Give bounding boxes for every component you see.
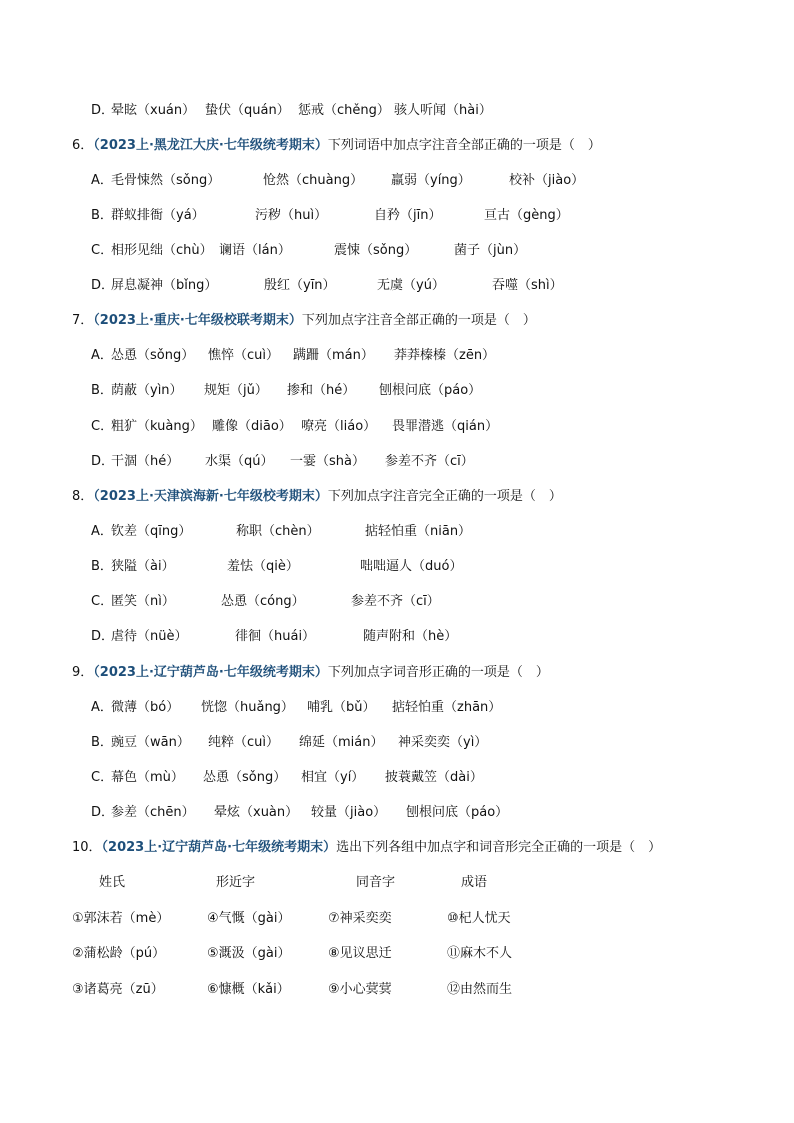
option-label: C． — [91, 594, 114, 609]
column-header: 姓氏 — [99, 875, 126, 890]
question-stem: 选出下列各组中加点字和词音形完全正确的一项是（ ） — [336, 840, 662, 855]
option-item: 神采奕奕（yì） — [398, 735, 488, 750]
option-item: 怂恿（sǒng） — [111, 348, 195, 363]
q10-question — [72, 839, 661, 857]
question-source: （2023上·重庆·七年级校联考期末） — [93, 313, 302, 328]
table-cell: ⑨小心蓂蓂 — [328, 982, 392, 997]
question-stem: 下列加点字注音全部正确的一项是（ ） — [301, 313, 536, 328]
option-item: 掂轻怕重（zhān） — [392, 700, 502, 715]
question-source: （2023上·天津滨海新·七年级校考期末） — [93, 489, 328, 504]
table-cell: ③诸葛亮（zū） — [72, 982, 164, 997]
option-item: 幕色（mù） — [111, 770, 184, 785]
option-item: 相宜（yí） — [301, 770, 365, 785]
q9-question — [72, 664, 549, 682]
option-item: 匿笑（nì） — [111, 594, 175, 609]
option-item: 屏息凝神（bǐng） — [111, 278, 218, 293]
option-item: 荫蔽（yìn） — [111, 383, 183, 398]
option-item: 钦差（qīng） — [111, 524, 192, 539]
option-item: 纯粹（cuì） — [208, 735, 279, 750]
option-label: A． — [91, 173, 113, 188]
q6-question — [72, 137, 601, 155]
option-item: 绵延（mián） — [299, 735, 384, 750]
option-item: 菌子（jùn） — [454, 243, 527, 258]
table-cell: ⑤溉汲（gài） — [207, 946, 291, 961]
option-label: B． — [91, 559, 113, 574]
option-item: 污秽（huì） — [255, 208, 328, 223]
option-item: 怂恿（cóng） — [221, 594, 305, 609]
option-label: A． — [91, 524, 113, 539]
table-cell: ⑫由然而生 — [447, 982, 513, 997]
option-item: 羞怯（qiè） — [227, 559, 299, 574]
option-item: 掺和（hé） — [287, 383, 356, 398]
table-cell: ①郭沫若（mè） — [72, 911, 170, 926]
table-cell: ②蒲松龄（pú） — [72, 946, 166, 961]
option-item: 刨根问底（páo） — [379, 383, 482, 398]
option-item: 谰语（lán） — [219, 243, 291, 258]
option-item: 嘹亮（liáo） — [301, 419, 377, 434]
option-label: A． — [91, 348, 113, 363]
option-item: 骇人听闻（hài） — [394, 103, 492, 118]
option-item: 群蚁排衙（yá） — [111, 208, 205, 223]
option-item: 粗犷（kuàng） — [111, 419, 203, 434]
table-cell: ⑩杞人忧天 — [447, 911, 511, 926]
option-label: C． — [91, 243, 114, 258]
question-source: （2023上·辽宁葫芦岛·七年级统考期末） — [101, 840, 337, 855]
option-label: B． — [91, 735, 113, 750]
column-header: 成语 — [461, 875, 488, 890]
question-number: 9． — [72, 665, 94, 680]
option-item: 哺乳（bǔ） — [307, 700, 376, 715]
option-item: 咄咄逼人（duó） — [360, 559, 463, 574]
option-item: 恍惚（huǎng） — [201, 700, 294, 715]
option-item: 虐待（nüè） — [111, 629, 188, 644]
option-item: 震悚（sǒng） — [334, 243, 418, 258]
option-item: 无虞（yú） — [377, 278, 445, 293]
option-item: 蛰伏（quán） — [205, 103, 290, 118]
option-label: D． — [91, 805, 115, 820]
option-label: D． — [91, 629, 115, 644]
option-label: B． — [91, 208, 113, 223]
table-cell: ④气慨（gài） — [207, 911, 291, 926]
option-item: 称职（chèn） — [236, 524, 320, 539]
question-number: 10． — [72, 840, 102, 855]
option-label: D． — [91, 103, 115, 118]
option-item: 亘古（gèng） — [484, 208, 569, 223]
option-item: 校补（jiào） — [509, 173, 585, 188]
question-number: 7． — [72, 313, 94, 328]
option-label: C． — [91, 419, 114, 434]
question-number: 6． — [72, 138, 94, 153]
option-label: D． — [91, 454, 115, 469]
option-item: 憔悴（cuì） — [208, 348, 279, 363]
option-item: 怆然（chuàng） — [263, 173, 364, 188]
option-item: 蹒跚（mán） — [293, 348, 374, 363]
question-source: （2023上·辽宁葫芦岛·七年级统考期末） — [93, 665, 328, 680]
question-stem: 下列加点字注音完全正确的一项是（ ） — [327, 489, 562, 504]
question-stem: 下列加点字词音形正确的一项是（ ） — [327, 665, 549, 680]
table-cell: ⑥慷概（kǎi） — [207, 982, 290, 997]
option-item: 晕眩（xuán） — [111, 103, 196, 118]
option-item: 水渠（qú） — [205, 454, 274, 469]
question-number: 8． — [72, 489, 94, 504]
option-item: 羸弱（yíng） — [391, 173, 471, 188]
option-item: 莽莽榛榛（zēn） — [394, 348, 496, 363]
option-item: 豌豆（wān） — [111, 735, 190, 750]
option-item: 狭隘（ài） — [111, 559, 175, 574]
question-source: （2023上·黑龙江大庆·七年级统考期末） — [93, 138, 328, 153]
option-item: 毛骨悚然（sǒng） — [111, 173, 221, 188]
option-item: 参差（chēn） — [111, 805, 195, 820]
option-item: 干涸（hé） — [111, 454, 180, 469]
option-label: A． — [91, 700, 113, 715]
column-header: 同音字 — [356, 875, 396, 890]
option-item: 畏罪潜逃（qián） — [392, 419, 499, 434]
option-item: 较量（jiào） — [311, 805, 387, 820]
option-item: 参差不齐（cī） — [385, 454, 474, 469]
option-item: 随声附和（hè） — [363, 629, 458, 644]
option-item: 规矩（jǔ） — [204, 383, 268, 398]
option-item: 惩戒（chěng） — [298, 103, 390, 118]
option-item: 怂恿（sǒng） — [203, 770, 287, 785]
option-item: 自矜（jīn） — [374, 208, 442, 223]
option-item: 吞噬（shì） — [492, 278, 563, 293]
q7-question — [72, 312, 536, 330]
option-item: 微薄（bó） — [111, 700, 180, 715]
q8-question — [72, 488, 562, 506]
column-header: 形近字 — [216, 875, 256, 890]
option-item: 一霎（shà） — [290, 454, 365, 469]
question-stem: 下列词语中加点字注音全部正确的一项是（ ） — [327, 138, 601, 153]
option-item: 徘徊（huái） — [235, 629, 316, 644]
option-item: 掂轻怕重（niān） — [365, 524, 472, 539]
option-item: 参差不齐（cī） — [351, 594, 440, 609]
option-item: 相形见绌（chù） — [111, 243, 213, 258]
option-label: D． — [91, 278, 115, 293]
option-item: 披蓑戴笠（dài） — [385, 770, 483, 785]
option-item: 晕炫（xuàn） — [214, 805, 299, 820]
option-item: 殷红（yīn） — [264, 278, 336, 293]
option-label: C． — [91, 770, 114, 785]
option-item: 刨根问底（páo） — [406, 805, 509, 820]
table-cell: ⑦神采奕奕 — [328, 911, 392, 926]
table-cell: ⑧见议思迁 — [328, 946, 392, 961]
option-item: 雕像（diāo） — [212, 419, 292, 434]
option-label: B． — [91, 383, 113, 398]
table-cell: ⑪麻木不人 — [447, 946, 513, 961]
